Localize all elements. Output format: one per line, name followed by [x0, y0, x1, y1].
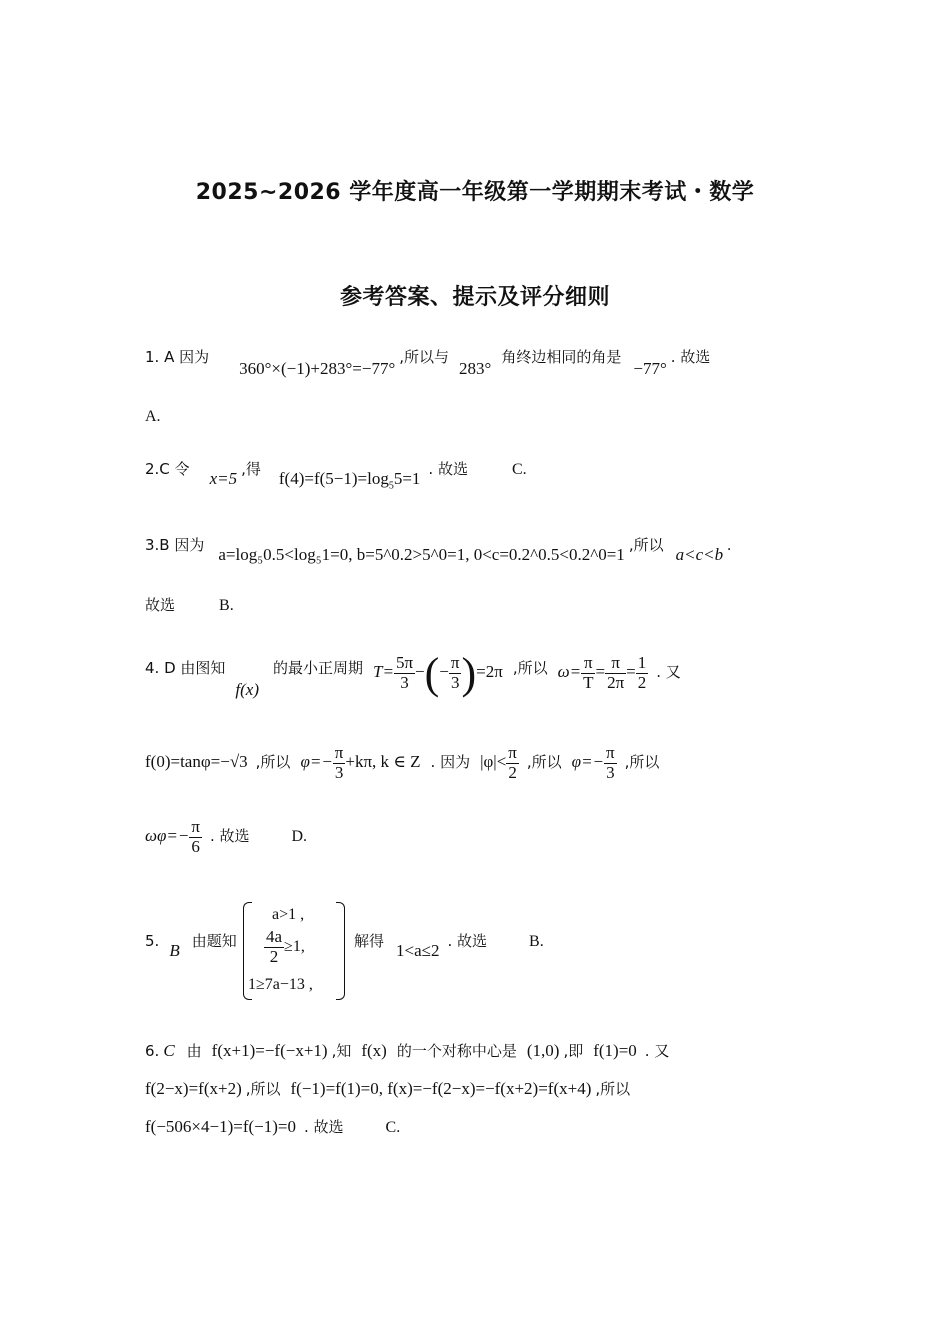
q5-system-2: $\frac{4a}{2}$ ≥1,	[266, 927, 305, 966]
q4-text-7: ,所以	[624, 752, 660, 771]
q4-frac-pi-2: $\frac{\pi}{2}$	[508, 743, 517, 782]
q5-text-2: 解得	[354, 932, 385, 950]
q4-line-3	[145, 818, 307, 856]
q5-system-3: 1≥7a−13 ,	[248, 976, 313, 993]
q3-text-2: .	[727, 537, 732, 554]
q5-system-1: a>1 ,	[272, 906, 305, 923]
q1-answer: A.	[145, 408, 161, 425]
q4-expr-tan: f(0)=tanφ=−√3	[145, 751, 248, 771]
q2-expr-2: f(4)=f(5−1)=log	[278, 469, 389, 488]
q6-text-7: ,所以	[595, 1080, 631, 1098]
q4-frac-5pi-3: $\frac{5\pi}{3}$	[395, 653, 414, 692]
q5-line-2	[354, 930, 544, 960]
q4-phi-result: φ=−	[571, 751, 605, 771]
q6-expr-7: f(−506×4−1)=f(−1)=0	[145, 1117, 296, 1136]
q1-expr-1: 360°×(−1)+283°=−77°	[239, 359, 396, 378]
q5-label: 5.	[145, 932, 160, 950]
q5-answer: B.	[529, 933, 544, 950]
q3-expr-1: a=log₅0.5<log₅1=0, b=5^0.2>5^0=1, 0<c=0.2^0.5<0.2^0=1	[218, 545, 625, 564]
q4-expr-1: f(x)	[235, 680, 259, 700]
q4-omega-phi: ωφ=−	[145, 825, 190, 845]
q2-label: 2.C 令	[145, 460, 190, 478]
q6-line-2	[145, 1078, 630, 1099]
q4-label: 4. D 由图知	[145, 659, 226, 678]
q6-expr-5: f(2−x)=f(x+2)	[145, 1079, 242, 1098]
q2-expr-2b: 5=1	[393, 469, 421, 488]
q5-letter: B	[169, 941, 180, 960]
q6-expr-6: f(−1)=f(1)=0, f(x)=−f(2−x)=−f(x+2)=f(x+4)	[290, 1079, 592, 1098]
q4-frac-1-2: $\frac{1}{2}$	[637, 653, 647, 692]
q6-expr-1: f(x+1)=−f(−x+1)	[211, 1041, 328, 1060]
q4-phi-lhs: φ=−	[300, 751, 333, 771]
q4-paren-right: )	[461, 649, 477, 698]
q3-label: 3.B 因为	[145, 536, 205, 554]
q3-line-1	[145, 534, 732, 564]
q4-text-3: . 又	[656, 663, 681, 682]
q6-text-1: 由	[186, 1042, 202, 1060]
q4-text-4: ,所以	[255, 752, 291, 771]
q2-expr-1: x=5	[209, 469, 238, 488]
q6-expr-4: f(1)=0	[593, 1041, 637, 1060]
q1-expr-2: 283°	[459, 359, 492, 378]
q6-text-2: ,知	[331, 1042, 352, 1060]
q4-T-lhs: T=	[373, 662, 394, 682]
q4-answer: D.	[291, 827, 308, 845]
q1-text-3: . 故选	[670, 348, 711, 366]
q4-line-2	[145, 744, 659, 782]
q6-expr-3: (1,0)	[526, 1041, 560, 1060]
q4-omega-lhs: ω=	[557, 662, 582, 682]
q3-expr-2: a<c<b	[675, 545, 724, 564]
q4-phi-rhs: +kπ, k ∈ Z	[345, 751, 421, 771]
q4-text-5: . 因为	[430, 752, 471, 771]
q4-frac-pi-2pi: $\frac{\pi}{2\pi}$	[607, 653, 625, 692]
q6-text-8: . 故选	[304, 1118, 344, 1136]
q2-line	[145, 458, 527, 492]
q1-text-1: ,所以与	[399, 348, 450, 366]
q4-line-1: 4. D 由图知 f(x) 的最小正周期 T= $\frac{5\pi}{3}$ −(− $\frac{\pi}{3}$ )=2π ,所以 ω= $\frac{\pi}{T}$ = $\frac{\pi}{2\pi}$ = $\frac{1}{2}$ . 又	[145, 649, 681, 700]
q5-text-1: 由题知	[191, 932, 237, 950]
q6-letter: C	[163, 1041, 175, 1060]
q5-right-brace	[336, 902, 345, 1000]
q4-frac-pi-6: $\frac{\pi}{6}$	[191, 817, 200, 856]
q4-abs-phi: |φ|<	[480, 751, 507, 771]
q2-log-base: 5	[388, 480, 394, 492]
q6-text-4: ,即	[563, 1042, 584, 1060]
q4-frac-pi-3: $\frac{\pi}{3}$	[450, 653, 460, 692]
q3-text-1: ,所以	[628, 536, 664, 554]
q6-expr-2: f(x)	[361, 1041, 387, 1060]
q1-expr-3: −77°	[633, 359, 667, 378]
q1-line-1	[145, 346, 711, 378]
q6-label: 6.	[145, 1042, 160, 1060]
q3-line-2	[145, 594, 234, 615]
q3-answer: B.	[219, 597, 234, 614]
q2-text-1: ,得	[241, 460, 261, 478]
q5-line	[145, 930, 237, 960]
q4-frac-pi-T: $\frac{\pi}{T}$	[583, 653, 594, 692]
q6-text-6: ,所以	[245, 1080, 281, 1098]
q2-text-2: . 故选	[428, 460, 468, 478]
q1-label: 1. A 因为	[145, 348, 210, 366]
q4-T-rhs: =2π	[476, 662, 503, 682]
q5-text-3: . 故选	[447, 932, 488, 950]
q4-paren-left: (	[424, 649, 440, 698]
q3-text-3: 故选	[145, 596, 176, 614]
page-title: 2025~2026 学年度高一年级第一学期期末考试・数学	[195, 180, 755, 205]
q6-text-3: 的一个对称中心是	[396, 1042, 517, 1060]
q4-text-6: ,所以	[526, 752, 562, 771]
q6-text-5: . 又	[644, 1042, 670, 1060]
q4-text-2: ,所以	[512, 659, 548, 678]
q4-minus: −	[415, 662, 425, 682]
q6-line-3	[145, 1116, 400, 1137]
q5-expr: 1<a≤2	[396, 941, 440, 960]
q2-answer: C.	[511, 461, 527, 478]
q4-frac-pi-3c: $\frac{\pi}{3}$	[606, 743, 615, 782]
q1-text-2: 角终边相同的角是	[501, 348, 622, 366]
page-subtitle: 参考答案、提示及评分细则	[339, 285, 610, 310]
q6-answer: C.	[385, 1119, 401, 1136]
q6-line-1	[145, 1040, 669, 1061]
q4-text-8: . 故选	[209, 826, 250, 845]
q4-frac-pi-3b: $\frac{\pi}{3}$	[334, 743, 344, 782]
q4-text-1: 的最小正周期	[273, 659, 364, 678]
